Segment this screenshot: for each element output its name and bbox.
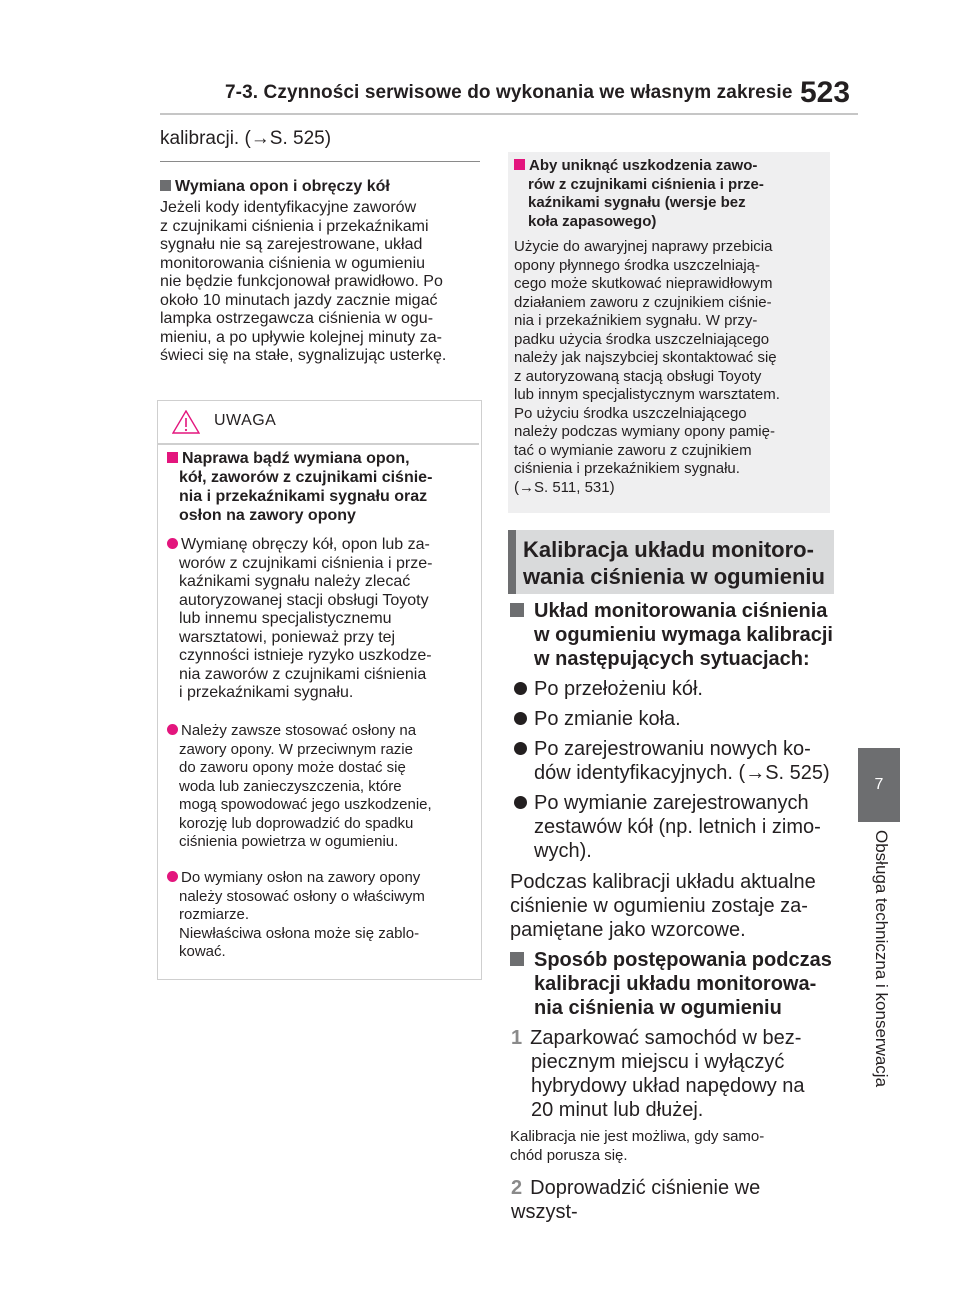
text-line: monitorowania ciśnienia w ogumieniu <box>160 254 426 272</box>
text-line: Po zarejestrowaniu nowych ko- <box>534 738 811 760</box>
note-text <box>514 238 830 497</box>
list-item <box>514 737 834 785</box>
warning-item-2 <box>167 722 479 852</box>
bullet-icon <box>514 712 527 725</box>
text-line: Po użyciu środka uszczelniającego <box>514 404 747 422</box>
section-title <box>523 536 825 590</box>
warning-title: UWAGA <box>214 412 277 429</box>
text-line: kować. <box>179 943 226 960</box>
text-line: 20 minut lub dłużej. <box>531 1099 704 1121</box>
text-line: należy stosować osłony o właściwym <box>179 887 425 905</box>
text-line: Do wymiany osłon na zawory opony <box>181 869 421 886</box>
chapter-side-label <box>858 830 900 1120</box>
intro-line: kalibracji. (→S. 525) <box>160 128 332 149</box>
text-line: czynności istnieje ryzyko uszkodze- <box>179 647 432 664</box>
pink-square-bullet-icon <box>514 159 525 170</box>
text-line: kaźnikami sygnału (wersje bez <box>528 194 746 211</box>
text-line: zawory opony. W przeciwnym razie <box>179 740 413 758</box>
list-item <box>514 707 834 731</box>
header-divider <box>160 113 858 115</box>
text-line: z czujnikami ciśnienia i przekaźnikami <box>160 217 429 235</box>
text-line: worów z czujnikami ciśnienia i prze- <box>179 554 433 572</box>
text-line: ciśnienia i przekaźnikiem sygnału. <box>514 460 740 477</box>
text-line: do zaworu opony może dostać się <box>179 759 406 776</box>
text-line: woda lub zanieczyszczenia, które <box>179 777 402 795</box>
square-bullet-icon <box>510 603 524 617</box>
pink-bullet-icon <box>167 724 178 735</box>
text-line: Niewłaściwa osłona może się zablo- <box>179 924 420 942</box>
text-line: zestawów kół (np. letnich i zimo- <box>534 816 821 838</box>
step-2 <box>511 1176 831 1224</box>
text-line: Jeżeli kody identyfikacyjne zaworów <box>160 199 417 216</box>
text-line: ciśnienia powietrza w ogumieniu. <box>179 833 399 850</box>
tire-heading-text: Wymiana opon i obręczy kół <box>175 178 390 195</box>
text-line: w następujących sytuacjach: <box>534 648 810 670</box>
chapter-label-text: Obsługa techniczna i konserwacja <box>872 830 891 1088</box>
text-line: rozmiarze. <box>179 906 250 923</box>
step-number: 2 <box>511 1177 523 1199</box>
text-line: Układ monitorowania ciśnienia <box>534 600 828 622</box>
text-line: Podczas kalibracji układu aktualne <box>510 871 816 893</box>
list-item <box>514 791 834 863</box>
text-line: i przekaźnikami sygnału. <box>179 684 354 701</box>
bullet-icon <box>514 796 527 809</box>
bullet-icon <box>514 682 527 695</box>
text-line: Wymianę obręczy kół, opon lub za- <box>181 536 430 553</box>
text-line: dów identyfikacyjnych. (→S. 525) <box>534 762 830 784</box>
text-line: (→S. 511, 531) <box>514 478 615 496</box>
tire-paragraph <box>160 199 480 366</box>
text-line: Po przełożeniu kół. <box>534 678 703 700</box>
text-line: piecznym miejscu i wyłączyć <box>531 1051 785 1073</box>
text-line: należy podczas wymiany opony pamię- <box>514 423 775 440</box>
text-line: kalibracji układu monitorowa- <box>534 973 817 995</box>
warning-heading <box>167 449 477 525</box>
text-line: Doprowadzić ciśnienie we wszyst- <box>511 1177 761 1223</box>
text-line: wych). <box>534 840 592 862</box>
text-line: mogą spowodować jego uszkodzenie, <box>179 796 432 813</box>
list-item <box>514 677 834 701</box>
warning-divider <box>158 443 479 445</box>
bullet-icon <box>514 742 527 755</box>
text-line: korozję lub doprowadzić do spadku <box>179 814 414 832</box>
pink-square-bullet-icon <box>167 452 178 463</box>
text-line: tać o wymianie zaworu z czujnikiem <box>514 441 752 459</box>
text-line: osłon na zawory opony <box>179 507 356 524</box>
calibration-required-heading <box>510 599 840 671</box>
text-line: należy jak najszybciej skontaktować się <box>514 349 777 366</box>
text-line: świeci się na stałe, sygnalizując usterkę. <box>160 347 447 364</box>
text-line: Zaparkować samochód w bez- <box>530 1027 802 1049</box>
text-line: hybrydowy układ napędowy na <box>531 1075 805 1097</box>
text-line: autoryzowanej stacji obsługi Toyoty <box>179 591 429 609</box>
text-line: nia zaworów z czujnikami ciśnienia <box>179 665 427 683</box>
text-line: Kalibracja układu monitoro- <box>523 537 814 562</box>
note-heading <box>514 157 828 231</box>
step-1 <box>511 1026 831 1122</box>
square-bullet-icon <box>510 952 524 966</box>
calibration-paragraph <box>510 870 830 942</box>
procedure-heading <box>510 948 840 1020</box>
text-line: pamiętane jako wzorcowe. <box>510 919 746 941</box>
pink-bullet-icon <box>167 871 178 882</box>
text-line: z autoryzowaną stacją obsługi Toyoty <box>514 367 762 385</box>
step-number: 1 <box>511 1027 523 1049</box>
text-line: Należy zawsze stosować osłony na <box>181 722 417 739</box>
text-line: nia i przekaźnikami sygnału oraz <box>179 488 428 505</box>
text-line: wania ciśnienia w ogumieniu <box>523 564 825 589</box>
text-line: działaniem zaworu z czujnikiem ciśnie- <box>514 293 772 311</box>
warning-header <box>158 401 479 443</box>
text-line: nie będzie funkcjonował prawidłowo. Po <box>160 273 443 290</box>
header-section-title: 7-3. Czynności serwisowe do wykonania we własnym zakresie <box>225 82 793 103</box>
text-line: mieniu, a po upływie kolejnej minuty za- <box>160 328 442 346</box>
text-line: warsztatowi, ponieważ przy tej <box>179 628 396 646</box>
warning-triangle-icon <box>172 410 200 434</box>
text-line: lampka ostrzegawcza ciśnienia w ogu- <box>160 310 434 327</box>
text-line: sygnału nie są zarejestrowane, układ <box>160 236 423 253</box>
text-line: nia i przekaźnikiem sygnału. W przy- <box>514 312 758 329</box>
text-line: ciśnienie w ogumieniu zostaje za- <box>510 895 808 917</box>
text-line: kaźnikami sygnału należy zlecać <box>179 573 411 590</box>
left-divider <box>160 161 480 162</box>
text-line: Po zmianie koła. <box>534 708 681 730</box>
text-line: Aby uniknąć uszkodzenia zawo- <box>529 157 758 174</box>
text-line: lub innemu specjalistycznemu <box>179 610 392 627</box>
text-line: kół, zaworów z czujnikami ciśnie- <box>179 469 433 486</box>
tire-heading <box>160 177 390 196</box>
text-line: Naprawa bądź wymiana opon, <box>182 450 410 467</box>
text-line: koła zapasowego) <box>528 212 657 230</box>
text-line: Po wymianie zarejestrowanych <box>534 792 809 814</box>
square-bullet-icon <box>160 180 171 191</box>
section-title-accent <box>508 530 516 594</box>
page-number: 523 <box>800 76 851 109</box>
bullet-list <box>514 677 834 863</box>
text-line: Użycie do awaryjnej naprawy przebicia <box>514 238 773 255</box>
step-1-note <box>510 1128 830 1165</box>
text-line: cego może skutkować nieprawidłowym <box>514 275 773 292</box>
text-line: padku użycia środka uszczelniającego <box>514 330 770 348</box>
warning-item-3 <box>167 869 479 962</box>
text-line: chód porusza się. <box>510 1146 628 1164</box>
text-line: rów z czujnikami ciśnienia i prze- <box>528 175 764 193</box>
warning-item-1 <box>167 536 479 703</box>
text-line: nia ciśnienia w ogumieniu <box>534 997 782 1019</box>
pink-bullet-icon <box>167 538 178 549</box>
chapter-tab[interactable]: 7 <box>858 748 900 822</box>
text-line: opony płynnego środka uszczelniają- <box>514 256 760 274</box>
text-line: w ogumieniu wymaga kalibracji <box>534 624 833 646</box>
text-line: Kalibracja nie jest możliwa, gdy samo- <box>510 1128 765 1145</box>
text-line: lub innym specjalistycznym warsztatem. <box>514 386 780 403</box>
text-line: Sposób postępowania podczas <box>534 949 832 971</box>
text-line: około 10 minutach jazdy zacznie migać <box>160 291 438 309</box>
